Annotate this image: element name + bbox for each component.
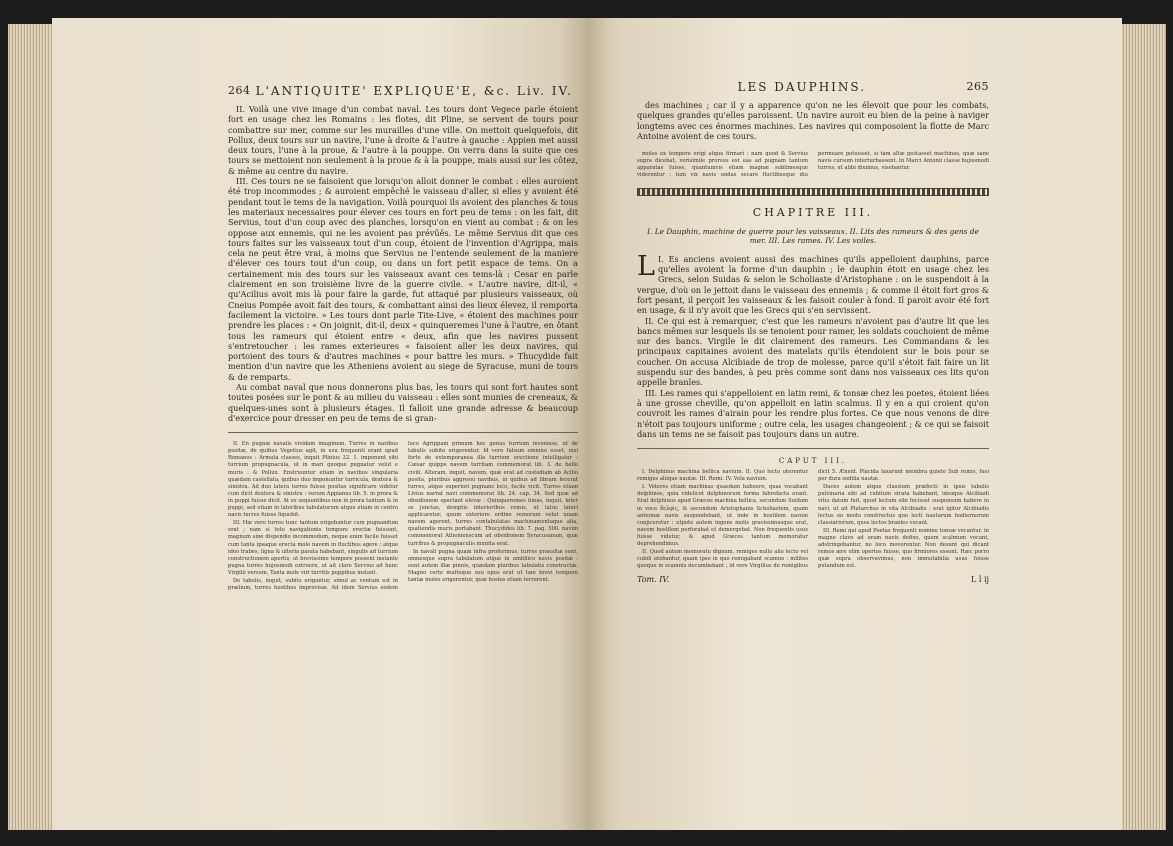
- chapter-title: CHAPITRE III.: [752, 205, 874, 219]
- left-running-title: L'ANTIQUITE' EXPLIQUE'E, &c. Liv. IV.: [255, 84, 573, 98]
- right-paragraph: III. Les rames qui s'appelloient en latin remi, & tonsæ chez les poetes, étoient liées à une grosse cheville, qu'on appelloit en latin scalmus. Il y en a qui croient qu'on couvroit les rames d'airain pour les rendre plus fortes. Ce que nous venons de dire n'étoit pas toujours uniforme ; outre cela, les usages changeoient ; & ce qui se faisoit dans un tems ne se faisoit pas toujours dans un autre.: [637, 387, 989, 439]
- right-latin-notes: [637, 469, 989, 571]
- left-page-edges: [8, 24, 52, 830]
- signature-mark: L l ij: [971, 574, 989, 584]
- ornament-band: [637, 188, 989, 196]
- volume-mark: Tom. IV.: [637, 574, 670, 584]
- footnote-rule: [228, 432, 578, 433]
- signature-line: [637, 575, 989, 584]
- right-page-edges: [1122, 24, 1166, 830]
- footnote: moles ex tempore erigi atque firmari : nam quod & Servius supra dicebat, verisimile prorsus est eas ad pugnam tantum apparatas fuisse, quantumvis etiam magnæ sublimesque viderentur ; tum vix navis undas secare fluctibusque diu permeare potuisset, si tam altæ gestasset machinas, quæ sane navis cursum interturbassent. In Marci Antonii classe hujusmodi turres, ut alibi diximus, visebantur.: [637, 151, 989, 179]
- right-paragraph: I. Es anciens avoient aussi des machines qu'ils appelloient dauphins, parce qu'elles avoient la forme d'un dauphin ; le dauphin étoit en usage chez les Grecs, selon Suidas & selon le Scholiaste d'Aristophane : on le suspendoit à la vergue, d'où on le jettoit dans le vaisseau des ennemis ; & comme il étoit fort gros & fort pesant, il perçoit les vaisseaux & les faisoit couler à fond. Il paroit avoir été fort en usage, & il n'y avoit que les Grecs qui s'en servissent.: [637, 253, 989, 316]
- footnote: II. En pugnæ navalis vividam imaginem. Turres in navibus positæ, de quibus Vegetius agit, in usu frequenti erant apud Romanos : Armata classes, inquit Plinius 32. 1. imponunt sibi turrium propugnacula, ut in mari quoque pugnatur velut e muris : & Pollux. Enstruuntur etiam in navibus singularia quædam castellata, quibus duo imponuntur turricula, dextera & sinistra. Ad duo latera turres fuisse positas significare videtur cum dicit dextera & sinistra : verum Appianus lib. 5. in prora & in puppi fuisse dicit. At ex sequentibus non in prora tantum & in puppi, sed etiam in lateribus tabulatorum atque etiam in centro navis turres fuisse liquebit.: [228, 441, 398, 519]
- footnote: De tabulis, inquit, subito eriguntur, simul ac ventum est in prælium, turres hostibus improvisæ. Ait idem Servius eodem loco Agrippam primum hoc genus turrium invenisse, ut de tabulis subito erigerentur. Id vero falsum omnino esset, nisi forte de extemporanea illa turrium erectione intelligatur : Cæsar quippe navem turritam commemorat lib. 3. de bello civili. Alteram, inquit, navem, quæ erat ad custodiam ab Acilio posita, pluribus aggressi navibus, in quibus ad libram fecerat turres, atque superiori pugnans loco, facile vicit. Turres etiam Livius narrat navi commemorat lib. 24. cap. 34. Sed quæ ad obsidionem spectant elevæ : Quinqueremes binas, inquit, inter se junctas, demptis interioribus remis, ut latus lateri applicaretur, quum exteriore ordine remorum velut unam navem agerent, turres contabulatas machinamentaque alia, quatiendis muris portabant. Thucydides lib. 7. pag. 500. navim commemorat Athenienscum ad obsidionem Syracusanam, quæ turribus & propugnaculis munita erat.: [228, 441, 578, 592]
- footnote: I. Veteres etiam machinas quasdam habuere, quas vocabant delphinos, quia videlicet delphinorum forma fabrefacta erant. Erat delphinus apud Græcos machina bellica, secundum Suidam in voce δελφὶς, & secundum Aristophanis Scholiastem, quam antennæ navis suspendebant, ut inde in hostilem navem conjiceretur : utpote autem ingens molis gravissimusque erat, navem hostilem perforabat et demergebat. Non frequentis usus fuisse videtur, & apud Græcos tantum memoratur deprehendimus.: [637, 484, 808, 548]
- left-paragraph: II. Voilà une vive image d'un combat naval. Les tours dont Vegece parle étoient fort en usage chez les Romains : les flotes, dit Pline, se servent de tours pour combattre sur mer, comme sur les murailles d'une ville. On mettoit quelquefois, dit Pollux, deux tours sur un navire, l'une à droite & l'autre à gauche : Appien met aussi deux tours, l'une à la proue, & l'autre à la pouppe. On verra dans la suite que ces tours se mettoient non seulement à la proue & à la pouppe, mais aussi sur les côtez, & même au centre du navire.: [228, 104, 578, 176]
- left-footnotes: [228, 441, 578, 592]
- left-running-head: [228, 84, 578, 98]
- right-page-number: 265: [966, 80, 989, 93]
- right-intro-text: [637, 100, 989, 141]
- right-paragraph: II. Ce qui est à remarquer, c'est que les rameurs n'avoient pas d'autre lit que les bancs mêmes sur lesquels ils se tenoient pour ramer, les soldats couchoient de même sur des bancs. Virgile le dit clairement des rameurs. Les Commandans & les principaux capitaines avoient des matelats qu'ils étendoient sur le bois pour se coucher. On accusa Alcibiade de trop de molesse, parce qu'il s'étoit fait faire un lit suspendu sur des bandes, à peu près comme sont dans nos vaisseaux ces lits qu'on appelle branles.: [637, 315, 989, 388]
- intro-paragraph: des machines ; car il y a apparence qu'on ne les élevoit que pour les combats, quelques grandes qu'elles paroissent. Un navire auroit eu bien de la peine à naviger longtems avec ces énormes machines. Les navires qui composoient la flotte de Marc Antoine avoient de ces tours.: [637, 100, 989, 141]
- footnote: III. Hæ vero turres tunc tantum erigebantur cum pugnandum erat ; nam si toto navigationis tempore erectæ fuissent, magnum sine dispendio incommodum, neque enim facile fuisset cum tanta ipsaque erecta mole navem in fluctibus agere ; atque ideo trabes, ligna & ulteria parata habebant, singulis ad turrium constructionem apertis, ut brevissimo tempore possent instante pugna turres hujusmodi extruere, ut ait clare Servius ad hunc Virgilii versum, Tanta mole viri turritis puppibus instant.: [228, 520, 398, 576]
- footnote: In navali pugna quam infra proferimus, turres praealtæ sunt, omnesque supra tabulatum atque in umbilico navis positæ : sunt autem illæ pinnis, quædam pluribus tabulatis constructæ. Magno certe multoque usu opus erat ut tam brevi tempore tantæ moles erigerentur, quæ hostes etiam terrerent.: [408, 548, 578, 583]
- left-page-number: 264: [228, 84, 251, 97]
- right-running-head: [637, 80, 989, 94]
- left-page: [52, 18, 587, 830]
- right-text-block: [637, 80, 989, 584]
- chapter-summary: I. Le Dauphin, machine de guerre pour les vaisseaux. II. Lits des rameurs & des gens de mer. III. Les rames. IV. Les voiles.: [647, 226, 979, 246]
- left-paragraph: III. Ces tours ne se faisoient que lorsqu'on alloit donner le combat : elles auroient été trop incommodes ; & auroient empêché le vaisseau d'aller, si elles y avoient été pendant tout le tems de la navigation. Voilà pourquoi ils avoient des planches & tous les materiaux necessaires pour élever ces tours en fort peu de tems : on les fait, dit Servius, tout d'un coup avec des planches, lorsqu'on en vient au combat : & on les oppose aux ennemis, qui ne les avoient pas prévûës. Le même Servius dit que ces tours faites sur les vaisseaux tout d'un coup, étoient de l'invention d'Agrippa, mais cela ne peut être vrai, à moins que Servius ne l'entende seulement de la maniere d'élever ces tours tout d'un coup, ou dans un fort petit espace de tems. On a certainement mis des tours sur les vaisseaux avant ces tems-là : Cesar en parle clairement en son troisième livre de la guerre civile. « L'autre navire, dit-il, « qu'Acilius avoit mis là pour faire la garde, fut attaqué par plusieurs vaisseaux, où Cneius Pompée avoit fait des tours, & combattant ainsi des lieux élevez, il remporta facilement la victoire. » Les tours dont parle Tite-Live, « étoient des machines pour prendre les places : « On joignit, dit-il, deux « quinqueremes l'une à l'autre, en ôtant tous les rameurs qui étoient entre « deux, afin que les navires pussent s'entretoucher : les rames exterieures « faisoient aller les deux navires, qui portoient des tours & d'autres machines « pour battre les murs. » Thucydide fait mention d'un navire que les Atheniens avoient au siege de Syracuse, muni de tours & de remparts.: [228, 176, 578, 382]
- right-top-notes: [637, 151, 989, 179]
- footnote: III. Remi qui apud Poetas frequenti nomine tonsæ vocantur, in magno clavo ad oram navis defixo, quem scalmum vocant, adstringebantur, ne loco moverentur. Non desunt qui dicant remos ære olim opertos fuisse, quo firmiores essent. Hæc porro quæ supra observavimus, non immutabilia usus fuisse putandum est.: [818, 527, 989, 570]
- left-body-text: [228, 104, 578, 423]
- latin-chapter-heading: CAPUT III.: [778, 457, 848, 466]
- footnote: I. Delphinus machina bellica navium. II. Quo lecto uterentur remiges aliique nautæ. III. Remi. IV. Vela navium.: [637, 469, 808, 483]
- right-body-text: [637, 250, 989, 439]
- drop-capital: L: [637, 250, 655, 282]
- left-paragraph: Au combat naval que nous donnerons plus bas, les tours qui sont fort hautes sont toutes posées sur le pont & au milieu du vaisseau : elles sont munies de creneaux, & quelques-unes sont à plusieurs étages. Il falloit une grande adresse & beaucoup d'exercice pour dresser en peu de tems de si gran-: [228, 382, 578, 423]
- footnote: II. Quod autem memoratu dignum, remiges nullo alio lecto vel cubili utebantur, quam ipso in quo remigabant scamno : milites quoque in scamnis decumbebant ; id vero Virgilius de remigibus dicit 5. Æneid. Placida laxarunt membra quiete Sub remis, fusi per dura sedilia nautæ.: [637, 469, 989, 570]
- left-text-block: [228, 84, 578, 592]
- right-page: [587, 18, 1122, 830]
- book-spread: [8, 18, 1166, 830]
- footnote-rule: [637, 448, 989, 449]
- footnote: Duces autem atque classium præfecti in ipsis tabulis pulvinaria sibi ad cubitum strata habebant, ideoque Alcibiadi vitio datum fuit, quod lectum sibi fecisset suspensum habere in navi, ut ait Plutarchus in vita Alcibiadis : erat igitur Alcibiadis lectus eo modo constructus quo lecti nautarum hodiernorum classiariorum, quos lectos branles vocant.: [818, 484, 989, 526]
- right-running-title: LES DAUPHINS.: [737, 80, 867, 94]
